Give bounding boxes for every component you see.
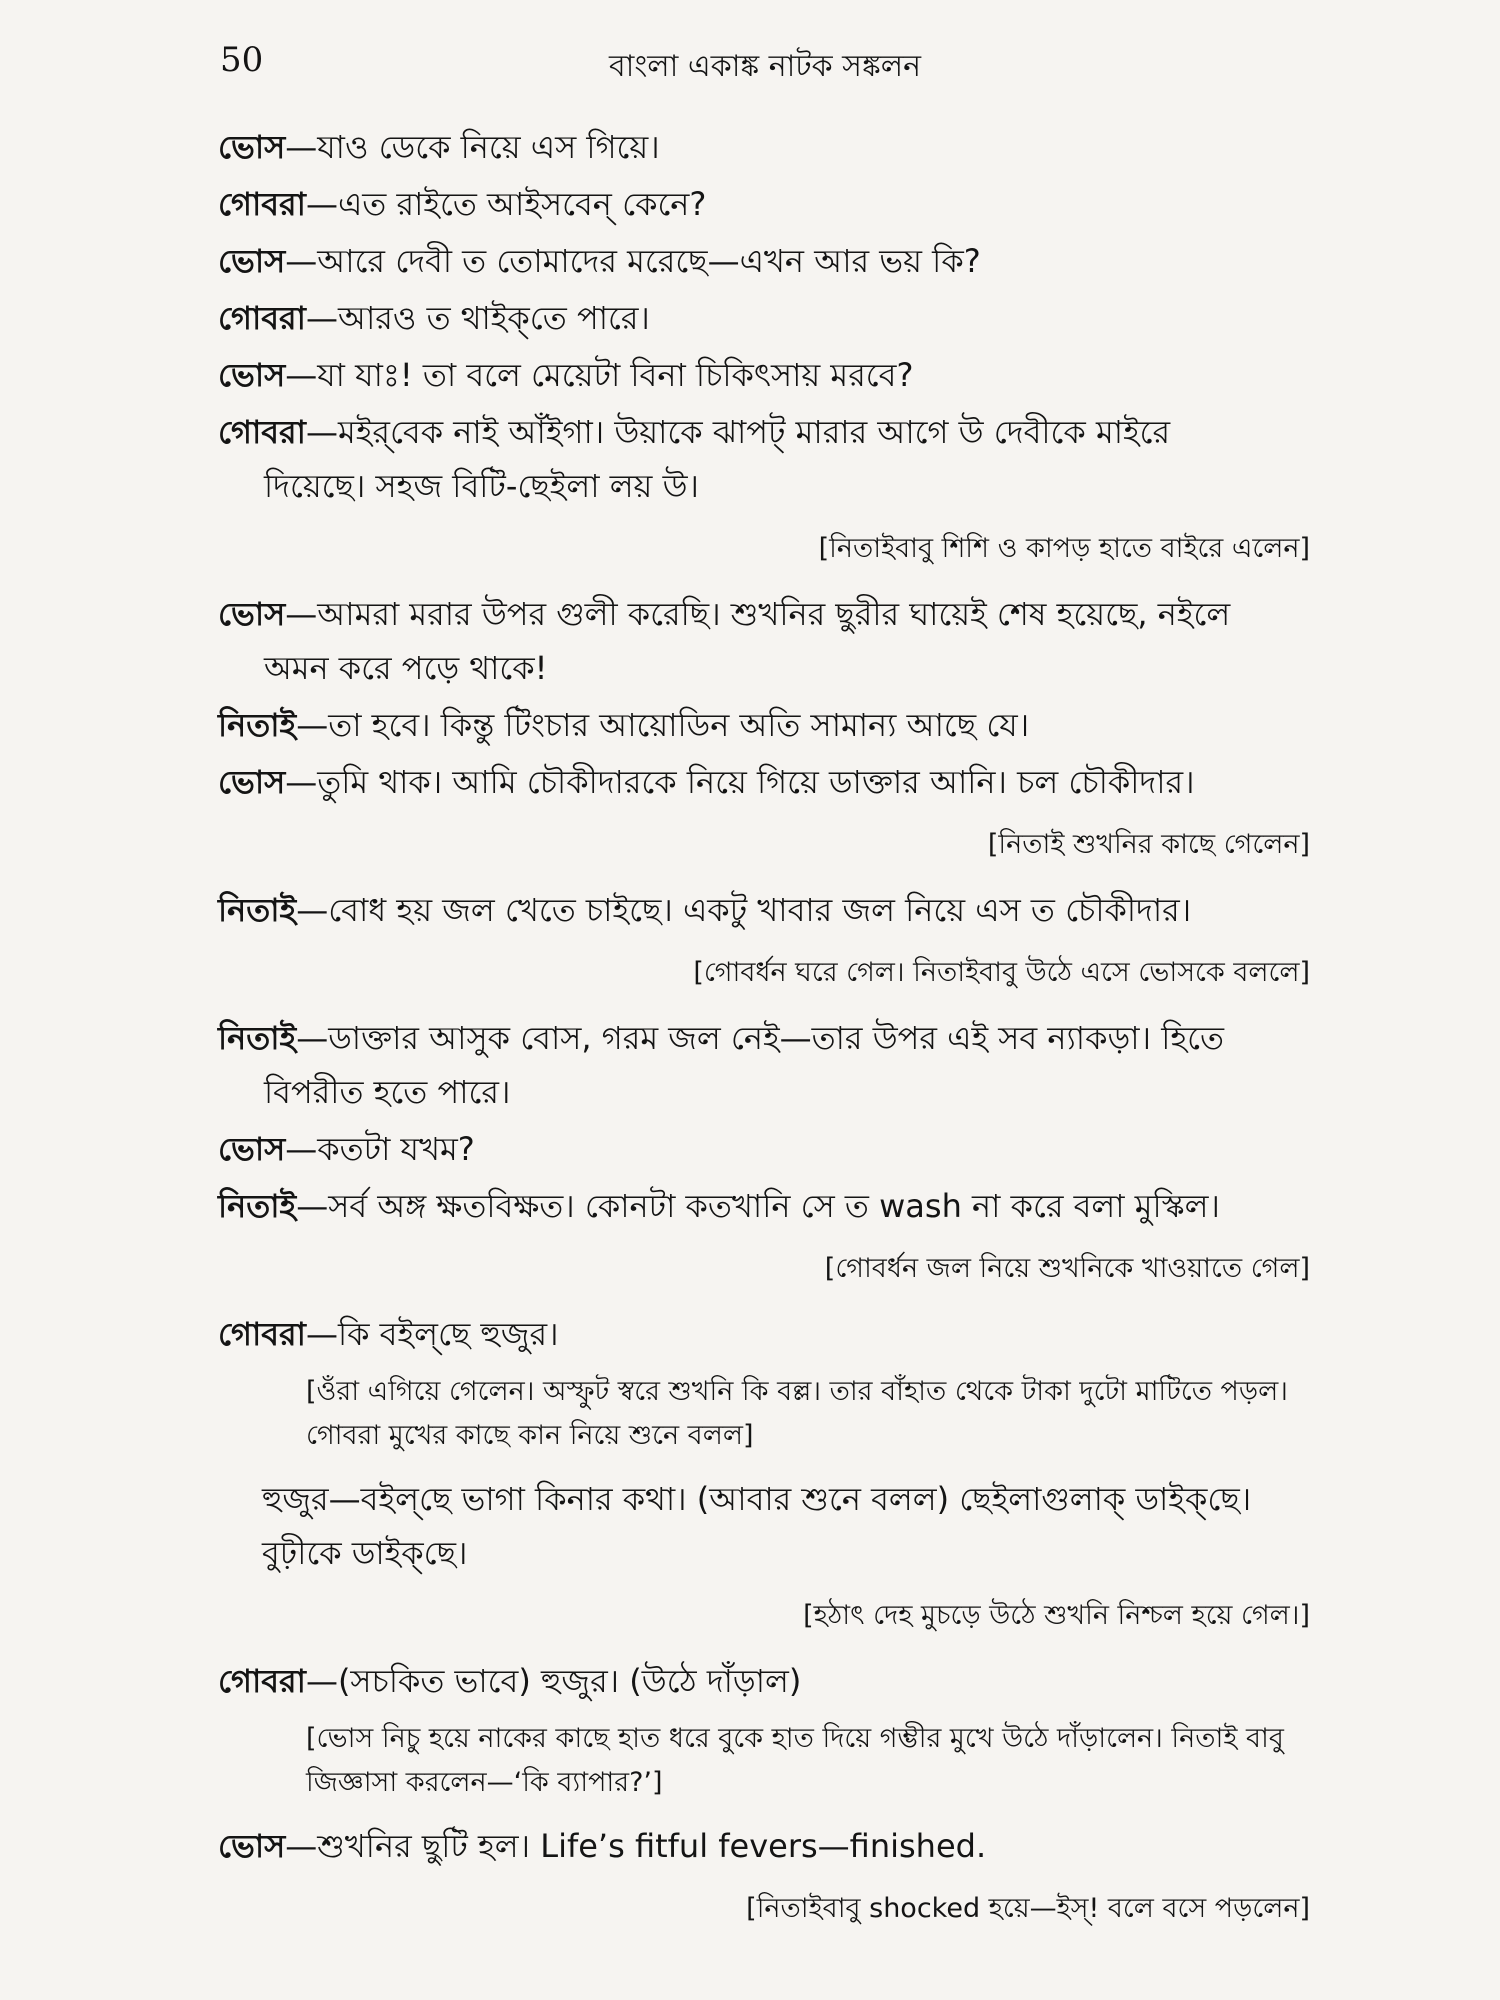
dialogue-continuation: বুঢ়ীকে ডাইক্‌ছে।: [262, 1534, 468, 1572]
speaker-name: ভোস: [218, 356, 286, 394]
page-header: [220, 40, 1310, 100]
dialogue-line: [218, 704, 1310, 746]
stage-direction: [গোবর্ধন ঘরে গেল। নিতাইবাবু উঠে এসে ভোসকে বললে]: [693, 957, 1310, 988]
dialogue-text: —শুখনির ছুটি হল। Life’s fitful fevers—finished.: [285, 1827, 987, 1865]
dialogue-text: —আমরা মরার উপর গুলী করেছি। শুখনির ছুরীর ঘায়েই শেষ হয়েছে, নইলে: [285, 595, 1231, 633]
speaker-name: গোবরা: [218, 299, 306, 337]
stage-direction-block: [ওঁরা এগিয়ে গেলেন। অস্ফুট স্বরে শুখনি কি বল্ল। তার বাঁহাত থেকে টাকা দুটো মাটিতে পড়ল। গোবরা মুখের কাছে কান নিয়ে শুনে বলল]: [306, 1376, 1288, 1451]
speaker-name: নিতাই: [218, 1019, 297, 1057]
dialogue-line: [218, 297, 1310, 339]
dialogue-text: —(সচকিত ভাবে) হুজুর। (উঠে দাঁড়াল): [305, 1662, 802, 1700]
stage-direction-block: [ভোস নিচু হয়ে নাকের কাছে হাত ধরে বুকে হাত দিয়ে গম্ভীর মুখে উঠে দাঁড়ালেন। নিতাই বাবু জিজ্ঞাসা করলেন—‘কি ব্যাপার?’]: [306, 1723, 1284, 1798]
dialogue-line: [218, 240, 1310, 282]
dialogue-text: হুজুর—বইল্‌ছে ভাগা কিনার কথা। (আবার শুনে বলল) ছেইলাগুলাক্‌ ডাইক্‌ছে।: [262, 1480, 1252, 1518]
dialogue-line: [218, 1478, 1310, 1574]
speaker-name: ভোস: [218, 1130, 286, 1168]
dialogue-text: —মইর্‌বেক নাই আঁইগা। উয়াকে ঝাপট্‌ মারার আগে উ দেবীকে মাইরে: [305, 413, 1171, 451]
dialogue-line: [218, 126, 1310, 168]
dialogue-line: [218, 1185, 1310, 1227]
dialogue-line: [218, 411, 1310, 507]
dialogue-text: —যা যাঃ! তা বলে মেয়েটা বিনা চিকিৎসায় মরবে?: [285, 356, 914, 394]
dialogue-text: —কতটা যখম?: [285, 1130, 475, 1168]
stage-direction: [নিতাইবাবু shocked হয়ে—ইস্‌! বলে বসে পড়লেন]: [746, 1893, 1310, 1924]
dialogue-text: —এত রাইতে আইসবেন্‌ কেনে?: [305, 185, 707, 223]
speaker-name: গোবরা: [218, 1662, 306, 1700]
dialogue-line: [218, 1825, 1310, 1867]
speaker-name: ভোস: [218, 763, 286, 801]
dialogue-line: [218, 593, 1310, 689]
play-text: [218, 126, 1310, 1953]
speaker-name: ভোস: [218, 242, 286, 280]
dialogue-text: —আরও ত থাইক্‌তে পারে।: [305, 299, 650, 337]
stage-direction: [হঠাৎ দেহ মুচড়ে উঠে শুখনি নিশ্চল হয়ে গেল।]: [803, 1600, 1310, 1631]
dialogue-text: —যাও ডেকে নিয়ে এস গিয়ে।: [285, 128, 660, 166]
speaker-name: নিতাই: [218, 891, 297, 929]
dialogue-text: —ডাক্তার আসুক বোস, গরম জল নেই—তার উপর এই সব ন্যাকড়া। হিতে: [296, 1019, 1225, 1057]
speaker-name: গোবরা: [218, 413, 306, 451]
dialogue-line: [218, 1660, 1310, 1702]
dialogue-text: —তুমি থাক। আমি চৌকীদারকে নিয়ে গিয়ে ডাক্তার আনি। চল চৌকীদার।: [285, 763, 1195, 801]
dialogue-text: —সর্ব অঙ্গ ক্ষতবিক্ষত। কোনটা কতখানি সে ত wash না করে বলা মুস্কিল।: [296, 1187, 1220, 1225]
speaker-name: ভোস: [218, 595, 286, 633]
book-title: বাংলা একাঙ্ক নাটক সঙ্কলন: [608, 49, 922, 84]
dialogue-text: —তা হবে। কিন্তু টিংচার আয়োডিন অতি সামান্য আছে যে।: [296, 706, 1030, 744]
dialogue-text: —আরে দেবী ত তোমাদের মরেছে—এখন আর ভয় কি?: [285, 242, 981, 280]
dialogue-line: [218, 889, 1310, 931]
dialogue-line: [218, 1017, 1310, 1113]
dialogue-continuation: দিয়েছে। সহজ বিটি-ছেইলা লয় উ।: [264, 467, 699, 505]
stage-direction: [নিতাই শুখনির কাছে গেলেন]: [987, 829, 1310, 860]
stage-direction: [নিতাইবাবু শিশি ও কাপড় হাতে বাইরে এলেন]: [818, 533, 1310, 564]
dialogue-text: —বোধ হয় জল খেতে চাইছে। একটু খাবার জল নিয়ে এস ত চৌকীদার।: [296, 891, 1192, 929]
page-number: 50: [220, 40, 264, 80]
dialogue-line: [218, 183, 1310, 225]
dialogue-line: [218, 1128, 1310, 1170]
speaker-name: ভোস: [218, 1827, 286, 1865]
dialogue-line: [218, 354, 1310, 396]
dialogue-continuation: অমন করে পড়ে থাকে!: [264, 649, 548, 687]
dialogue-line: [218, 1313, 1310, 1355]
dialogue-continuation: বিপরীত হতে পারে।: [264, 1073, 511, 1111]
speaker-name: ভোস: [218, 128, 286, 166]
dialogue-text: —কি বইল্‌ছে হুজুর।: [305, 1315, 559, 1353]
stage-direction: [গোবর্ধন জল নিয়ে শুখনিকে খাওয়াতে গেল]: [824, 1253, 1310, 1284]
speaker-name: গোবরা: [218, 185, 306, 223]
dialogue-line: [218, 761, 1310, 803]
speaker-name: নিতাই: [218, 706, 297, 744]
speaker-name: গোবরা: [218, 1315, 306, 1353]
speaker-name: নিতাই: [218, 1187, 297, 1225]
